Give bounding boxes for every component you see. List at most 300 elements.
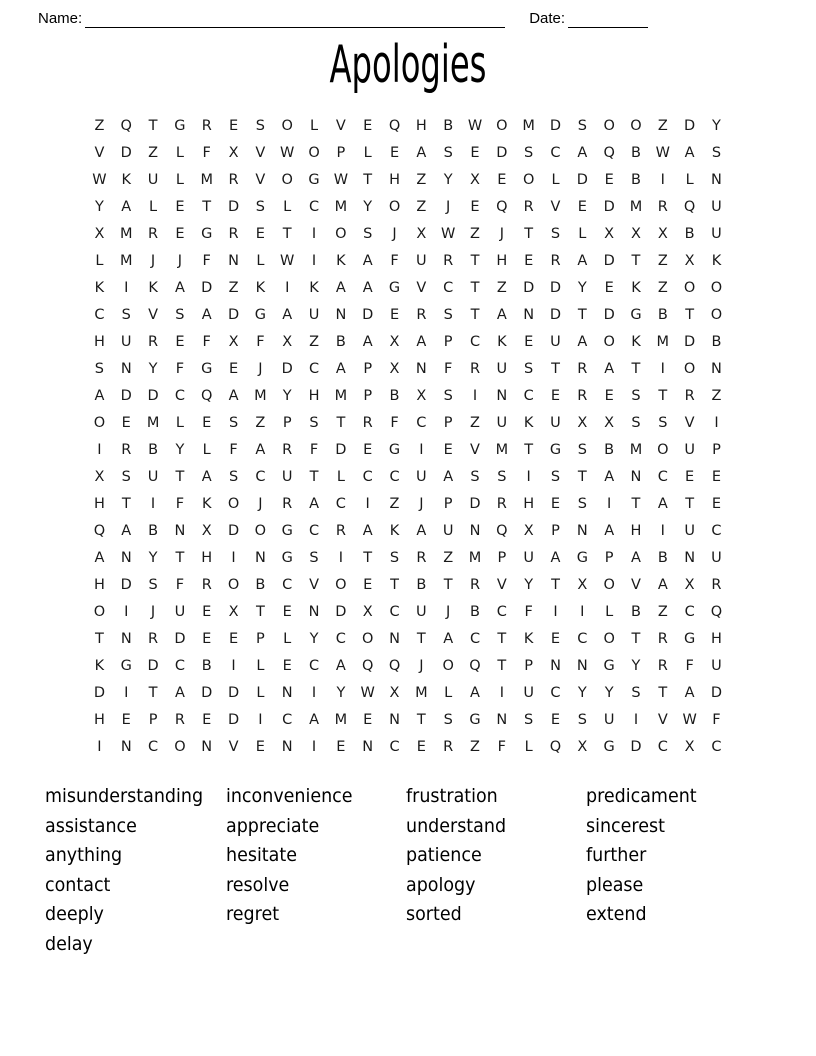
grid-cell[interactable]: D — [496, 145, 508, 161]
grid-cell[interactable]: S — [577, 118, 587, 134]
grid-cell[interactable]: A — [416, 145, 427, 161]
grid-cell[interactable]: C — [523, 388, 534, 404]
grid-cell[interactable]: C — [308, 199, 320, 215]
grid-cell[interactable]: D — [281, 361, 293, 377]
grid-cell[interactable]: R — [335, 523, 346, 539]
grid-cell[interactable]: X — [577, 739, 588, 755]
grid-cell[interactable]: P — [363, 361, 373, 377]
grid-cell[interactable]: R — [228, 226, 239, 242]
grid-cell[interactable]: C — [335, 496, 346, 512]
grid-cell[interactable]: E — [604, 280, 614, 296]
grid-cell[interactable]: A — [94, 550, 105, 566]
grid-cell[interactable]: Z — [148, 145, 159, 161]
grid-cell[interactable]: X — [684, 739, 695, 755]
grid-cell[interactable]: B — [631, 172, 641, 188]
grid-cell[interactable]: W — [682, 712, 697, 728]
grid-cell[interactable]: E — [550, 712, 561, 728]
grid-cell[interactable]: A — [201, 307, 212, 323]
grid-cell[interactable]: Y — [148, 550, 158, 566]
grid-cell[interactable]: N — [496, 388, 508, 404]
grid-cell[interactable]: C — [335, 631, 346, 647]
grid-cell[interactable]: X — [470, 172, 480, 188]
grid-cell[interactable]: E — [175, 226, 185, 242]
grid-cell[interactable]: H — [389, 172, 400, 188]
grid-cell[interactable]: O — [522, 172, 535, 188]
grid-cell[interactable]: H — [93, 712, 105, 728]
grid-cell[interactable]: B — [711, 334, 722, 350]
grid-cell[interactable]: M — [629, 442, 643, 458]
grid-cell[interactable]: L — [256, 685, 265, 701]
grid-cell[interactable]: P — [497, 550, 507, 566]
grid-cell[interactable]: T — [121, 496, 131, 512]
grid-cell[interactable]: D — [684, 334, 696, 350]
grid-cell[interactable]: D — [710, 685, 723, 701]
grid-cell[interactable]: B — [201, 658, 212, 674]
grid-cell[interactable]: F — [712, 712, 721, 728]
grid-cell[interactable]: E — [524, 253, 534, 269]
grid-cell[interactable]: E — [121, 415, 131, 431]
grid-cell[interactable]: N — [576, 658, 588, 674]
grid-cell[interactable]: V — [496, 577, 507, 593]
grid-cell[interactable]: L — [95, 253, 104, 269]
grid-cell[interactable]: L — [175, 172, 184, 188]
grid-cell[interactable]: G — [469, 712, 481, 728]
grid-cell[interactable]: C — [469, 334, 481, 350]
grid-cell[interactable]: O — [710, 307, 723, 323]
grid-cell[interactable]: K — [148, 280, 158, 296]
grid-cell[interactable]: I — [660, 523, 665, 539]
grid-cell[interactable]: F — [175, 361, 185, 377]
grid-cell[interactable]: C — [282, 577, 293, 593]
grid-cell[interactable]: C — [174, 388, 185, 404]
grid-cell[interactable]: T — [202, 199, 212, 215]
grid-cell[interactable]: C — [550, 685, 561, 701]
grid-cell[interactable]: D — [549, 118, 562, 134]
grid-cell[interactable]: Q — [93, 523, 106, 539]
grid-cell[interactable]: Y — [443, 172, 453, 188]
grid-cell[interactable]: L — [444, 685, 453, 701]
grid-cell[interactable]: B — [657, 307, 668, 323]
grid-cell[interactable]: A — [416, 334, 427, 350]
grid-cell[interactable]: G — [174, 118, 186, 134]
grid-cell[interactable]: P — [712, 442, 721, 458]
grid-cell[interactable]: J — [446, 604, 451, 620]
grid-cell[interactable]: Z — [496, 280, 507, 296]
grid-cell[interactable]: N — [496, 712, 508, 728]
grid-cell[interactable]: A — [335, 280, 346, 296]
grid-cell[interactable]: T — [390, 577, 399, 593]
grid-cell[interactable]: Z — [657, 604, 668, 620]
grid-cell[interactable]: D — [469, 496, 481, 512]
grid-cell[interactable]: V — [335, 118, 346, 134]
grid-cell[interactable]: S — [94, 361, 105, 377]
grid-cell[interactable]: Y — [577, 280, 587, 296]
grid-cell[interactable]: K — [201, 496, 212, 512]
word-list-item[interactable]: frustration — [406, 785, 498, 807]
grid-cell[interactable]: N — [469, 523, 481, 539]
grid-cell[interactable]: F — [202, 334, 211, 350]
grid-cell[interactable]: W — [441, 226, 456, 242]
word-list-item[interactable]: patience — [406, 844, 482, 866]
grid-cell[interactable]: Z — [94, 118, 105, 134]
grid-cell[interactable]: T — [577, 469, 587, 485]
grid-cell[interactable]: X — [201, 523, 212, 539]
grid-cell[interactable]: H — [201, 550, 213, 566]
grid-cell[interactable]: N — [389, 712, 400, 728]
grid-cell[interactable]: W — [280, 253, 295, 269]
grid-cell[interactable]: A — [684, 145, 695, 161]
grid-cell[interactable]: D — [549, 307, 562, 323]
grid-cell[interactable]: Y — [363, 199, 373, 215]
grid-cell[interactable]: T — [658, 388, 668, 404]
grid-cell[interactable]: O — [281, 172, 293, 188]
grid-cell[interactable]: M — [334, 199, 348, 215]
grid-cell[interactable]: Q — [683, 199, 696, 215]
grid-cell[interactable]: E — [389, 145, 400, 161]
grid-cell[interactable]: W — [280, 145, 295, 161]
grid-cell[interactable]: L — [309, 118, 319, 134]
grid-cell[interactable]: C — [148, 739, 159, 755]
grid-cell[interactable]: L — [551, 172, 560, 188]
word-list-item[interactable]: delay — [45, 932, 93, 955]
grid-cell[interactable]: M — [119, 226, 133, 242]
grid-cell[interactable]: R — [416, 550, 427, 566]
grid-cell[interactable]: S — [309, 415, 319, 431]
grid-cell[interactable]: N — [630, 469, 642, 485]
grid-cell[interactable]: U — [711, 658, 722, 674]
grid-cell[interactable]: F — [309, 442, 319, 458]
grid-cell[interactable]: X — [631, 226, 641, 242]
grid-cell[interactable]: E — [470, 199, 480, 215]
grid-cell[interactable]: R — [711, 577, 722, 593]
grid-cell[interactable]: G — [576, 550, 588, 566]
grid-cell[interactable]: J — [177, 253, 183, 269]
grid-cell[interactable]: I — [124, 280, 129, 296]
grid-cell[interactable]: E — [711, 496, 722, 512]
grid-cell[interactable]: R — [523, 199, 534, 215]
grid-cell[interactable]: E — [363, 118, 373, 134]
grid-cell[interactable]: K — [309, 280, 319, 296]
grid-cell[interactable]: P — [148, 712, 158, 728]
grid-cell[interactable]: D — [227, 685, 240, 701]
grid-cell[interactable]: Y — [94, 199, 104, 215]
grid-cell[interactable]: C — [389, 469, 400, 485]
grid-cell[interactable]: X — [604, 226, 615, 242]
grid-cell[interactable]: N — [228, 253, 239, 269]
grid-cell[interactable]: E — [255, 226, 265, 242]
grid-cell[interactable]: S — [228, 469, 239, 485]
grid-cell[interactable]: K — [94, 658, 105, 674]
grid-cell[interactable]: Q — [120, 118, 132, 134]
grid-cell[interactable]: S — [524, 361, 534, 377]
grid-cell[interactable]: O — [710, 280, 723, 296]
word-list-item[interactable]: sincerest — [586, 814, 665, 837]
grid-cell[interactable]: Z — [228, 280, 239, 296]
grid-cell[interactable]: Z — [416, 172, 427, 188]
grid-cell[interactable]: R — [121, 442, 132, 458]
grid-cell[interactable]: H — [415, 118, 427, 134]
grid-cell[interactable]: A — [335, 361, 346, 377]
grid-cell[interactable]: K — [336, 253, 346, 269]
grid-cell[interactable]: S — [148, 577, 158, 593]
grid-cell[interactable]: U — [416, 604, 427, 620]
grid-cell[interactable]: T — [497, 658, 507, 674]
grid-cell[interactable]: B — [631, 604, 641, 620]
grid-cell[interactable]: S — [443, 307, 453, 323]
grid-cell[interactable]: B — [684, 226, 695, 242]
grid-cell[interactable]: E — [202, 415, 212, 431]
grid-cell[interactable]: B — [604, 442, 615, 458]
grid-cell[interactable]: I — [150, 496, 156, 512]
grid-cell[interactable]: T — [148, 685, 158, 701]
grid-cell[interactable]: S — [228, 415, 239, 431]
grid-cell[interactable]: B — [443, 118, 454, 134]
grid-cell[interactable]: X — [657, 226, 668, 242]
grid-cell[interactable]: E — [228, 361, 239, 377]
grid-cell[interactable]: I — [124, 685, 129, 701]
grid-cell[interactable]: C — [416, 415, 427, 431]
word-list-item[interactable]: anything — [45, 844, 123, 866]
grid-cell[interactable]: L — [524, 739, 533, 755]
grid-cell[interactable]: O — [496, 118, 508, 134]
grid-cell[interactable]: T — [631, 496, 641, 512]
grid-cell[interactable]: M — [468, 550, 482, 566]
grid-cell[interactable]: C — [94, 307, 105, 323]
grid-cell[interactable]: U — [147, 172, 159, 188]
grid-cell[interactable]: E — [577, 199, 587, 215]
grid-cell[interactable]: H — [711, 631, 722, 647]
grid-cell[interactable]: E — [121, 712, 131, 728]
grid-cell[interactable]: C — [684, 604, 695, 620]
grid-cell[interactable]: I — [285, 280, 290, 296]
grid-cell[interactable]: C — [308, 361, 320, 377]
grid-cell[interactable]: V — [631, 577, 641, 593]
grid-cell[interactable]: A — [201, 469, 212, 485]
grid-cell[interactable]: J — [258, 361, 263, 377]
grid-cell[interactable]: U — [523, 550, 534, 566]
grid-cell[interactable]: A — [604, 523, 615, 539]
grid-cell[interactable]: E — [175, 334, 185, 350]
grid-cell[interactable]: B — [148, 442, 159, 458]
grid-cell[interactable]: T — [631, 253, 641, 269]
grid-cell[interactable]: Q — [388, 658, 401, 674]
grid-cell[interactable]: R — [577, 361, 588, 377]
grid-cell[interactable]: I — [311, 226, 317, 242]
grid-cell[interactable]: G — [549, 442, 562, 458]
grid-cell[interactable]: V — [255, 145, 266, 161]
grid-cell[interactable]: S — [631, 685, 641, 701]
grid-cell[interactable]: A — [174, 280, 185, 296]
grid-cell[interactable]: S — [121, 469, 131, 485]
grid-cell[interactable]: T — [363, 550, 373, 566]
grid-cell[interactable]: O — [174, 739, 186, 755]
grid-cell[interactable]: J — [446, 199, 451, 215]
grid-cell[interactable]: G — [201, 361, 213, 377]
grid-cell[interactable]: K — [711, 253, 722, 269]
grid-cell[interactable]: X — [684, 577, 695, 593]
grid-cell[interactable]: V — [94, 145, 105, 161]
grid-cell[interactable]: S — [121, 307, 131, 323]
grid-cell[interactable]: Q — [549, 739, 562, 755]
grid-cell[interactable]: G — [684, 631, 696, 647]
grid-cell[interactable]: O — [93, 604, 106, 620]
grid-cell[interactable]: E — [202, 712, 212, 728]
grid-cell[interactable]: R — [469, 577, 481, 593]
grid-cell[interactable]: Q — [361, 658, 374, 674]
grid-cell[interactable]: T — [524, 226, 534, 242]
grid-cell[interactable]: N — [389, 631, 400, 647]
grid-cell[interactable]: E — [363, 442, 373, 458]
grid-cell[interactable]: V — [309, 577, 319, 593]
word-list-item[interactable]: further — [586, 844, 647, 866]
grid-cell[interactable]: D — [120, 388, 132, 404]
grid-cell[interactable]: E — [282, 658, 292, 674]
grid-cell[interactable]: X — [389, 685, 400, 701]
grid-cell[interactable]: D — [227, 712, 240, 728]
grid-cell[interactable]: M — [656, 334, 670, 350]
grid-cell[interactable]: P — [282, 415, 292, 431]
grid-cell[interactable]: T — [577, 307, 587, 323]
grid-cell[interactable]: C — [389, 739, 400, 755]
grid-cell[interactable]: R — [148, 631, 159, 647]
word-list-item[interactable]: apology — [406, 873, 476, 896]
grid-cell[interactable]: R — [684, 388, 695, 404]
grid-cell[interactable]: C — [389, 604, 400, 620]
grid-cell[interactable]: T — [470, 280, 480, 296]
grid-cell[interactable]: E — [202, 604, 212, 620]
word-list-item[interactable]: understand — [406, 814, 507, 837]
grid-cell[interactable]: D — [603, 307, 615, 323]
grid-cell[interactable]: R — [282, 496, 293, 512]
grid-cell[interactable]: N — [335, 307, 347, 323]
grid-cell[interactable]: R — [443, 739, 454, 755]
grid-cell[interactable]: D — [335, 442, 347, 458]
grid-cell[interactable]: Z — [470, 415, 480, 431]
grid-cell[interactable]: T — [524, 442, 534, 458]
grid-cell[interactable]: T — [470, 307, 480, 323]
word-list-item[interactable]: hesitate — [226, 844, 297, 866]
grid-cell[interactable]: C — [308, 523, 320, 539]
grid-cell[interactable]: Y — [577, 685, 587, 701]
grid-cell[interactable]: U — [281, 469, 293, 485]
grid-cell[interactable]: I — [526, 469, 531, 485]
grid-cell[interactable]: I — [607, 496, 612, 512]
grid-cell[interactable]: M — [334, 712, 348, 728]
grid-cell[interactable]: M — [200, 172, 213, 188]
grid-cell[interactable]: U — [120, 334, 132, 350]
grid-cell[interactable]: V — [657, 712, 668, 728]
grid-cell[interactable]: U — [442, 523, 454, 539]
grid-cell[interactable]: F — [256, 334, 265, 350]
word-list-item[interactable]: resolve — [226, 873, 290, 896]
grid-cell[interactable]: I — [97, 442, 102, 458]
grid-cell[interactable]: X — [684, 253, 695, 269]
grid-cell[interactable]: E — [497, 172, 507, 188]
grid-cell[interactable]: R — [550, 253, 561, 269]
grid-cell[interactable]: J — [499, 226, 504, 242]
grid-cell[interactable]: Z — [657, 280, 668, 296]
grid-cell[interactable]: U — [147, 469, 159, 485]
grid-cell[interactable]: O — [93, 415, 106, 431]
grid-cell[interactable]: T — [551, 361, 560, 377]
grid-cell[interactable]: A — [94, 388, 105, 404]
grid-cell[interactable]: E — [550, 496, 561, 512]
grid-cell[interactable]: W — [92, 172, 107, 188]
grid-cell[interactable]: F — [202, 145, 211, 161]
grid-cell[interactable]: I — [633, 712, 639, 728]
grid-cell[interactable]: H — [308, 388, 320, 404]
grid-cell[interactable]: K — [389, 523, 400, 539]
grid-cell[interactable]: Y — [336, 685, 346, 701]
grid-cell[interactable]: A — [309, 712, 319, 728]
grid-cell[interactable]: E — [336, 739, 346, 755]
grid-cell[interactable]: R — [148, 226, 159, 242]
grid-cell[interactable]: S — [711, 145, 722, 161]
grid-cell[interactable]: E — [604, 172, 614, 188]
grid-cell[interactable]: O — [254, 523, 267, 539]
grid-cell[interactable]: N — [523, 307, 535, 323]
grid-cell[interactable]: K — [497, 334, 507, 350]
grid-cell[interactable]: X — [228, 145, 239, 161]
grid-cell[interactable]: Q — [496, 199, 508, 215]
grid-cell[interactable]: U — [496, 415, 508, 431]
grid-cell[interactable]: B — [335, 334, 346, 350]
grid-cell[interactable]: I — [553, 604, 558, 620]
grid-cell[interactable]: E — [685, 469, 695, 485]
grid-cell[interactable]: O — [683, 361, 696, 377]
grid-cell[interactable]: C — [496, 604, 507, 620]
grid-cell[interactable]: F — [685, 658, 694, 674]
grid-cell[interactable]: E — [443, 442, 453, 458]
grid-cell[interactable]: R — [282, 442, 293, 458]
grid-cell[interactable]: B — [389, 388, 400, 404]
grid-cell[interactable]: I — [714, 415, 719, 431]
grid-cell[interactable]: Z — [657, 118, 668, 134]
grid-cell[interactable]: F — [390, 415, 399, 431]
grid-cell[interactable]: Z — [470, 739, 480, 755]
grid-cell[interactable]: S — [497, 469, 507, 485]
grid-cell[interactable]: D — [120, 145, 132, 161]
grid-cell[interactable]: T — [255, 604, 265, 620]
grid-cell[interactable]: Q — [201, 388, 213, 404]
grid-cell[interactable]: I — [97, 739, 102, 755]
grid-cell[interactable]: N — [120, 361, 132, 377]
grid-cell[interactable]: I — [580, 604, 585, 620]
grid-cell[interactable]: F — [444, 361, 453, 377]
grid-cell[interactable]: N — [415, 361, 427, 377]
word-list-item[interactable]: misunderstanding — [45, 785, 204, 807]
grid-cell[interactable]: S — [255, 199, 265, 215]
grid-cell[interactable]: Y — [148, 361, 158, 377]
grid-cell[interactable]: F — [390, 253, 399, 269]
grid-cell[interactable]: N — [120, 631, 132, 647]
grid-cell[interactable]: Y — [712, 118, 721, 134]
grid-cell[interactable]: U — [711, 199, 722, 215]
grid-cell[interactable]: U — [308, 307, 320, 323]
grid-cell[interactable]: D — [576, 172, 588, 188]
grid-cell[interactable]: X — [228, 334, 239, 350]
grid-cell[interactable]: X — [282, 334, 293, 350]
grid-cell[interactable]: E — [282, 604, 292, 620]
grid-cell[interactable]: B — [470, 604, 480, 620]
word-list-item[interactable]: regret — [226, 903, 280, 925]
grid-cell[interactable]: Z — [416, 199, 427, 215]
grid-cell[interactable]: I — [660, 361, 665, 377]
grid-cell[interactable]: T — [685, 496, 695, 512]
grid-cell[interactable]: M — [146, 415, 160, 431]
grid-cell[interactable]: M — [495, 442, 509, 458]
grid-cell[interactable]: D — [227, 199, 240, 215]
